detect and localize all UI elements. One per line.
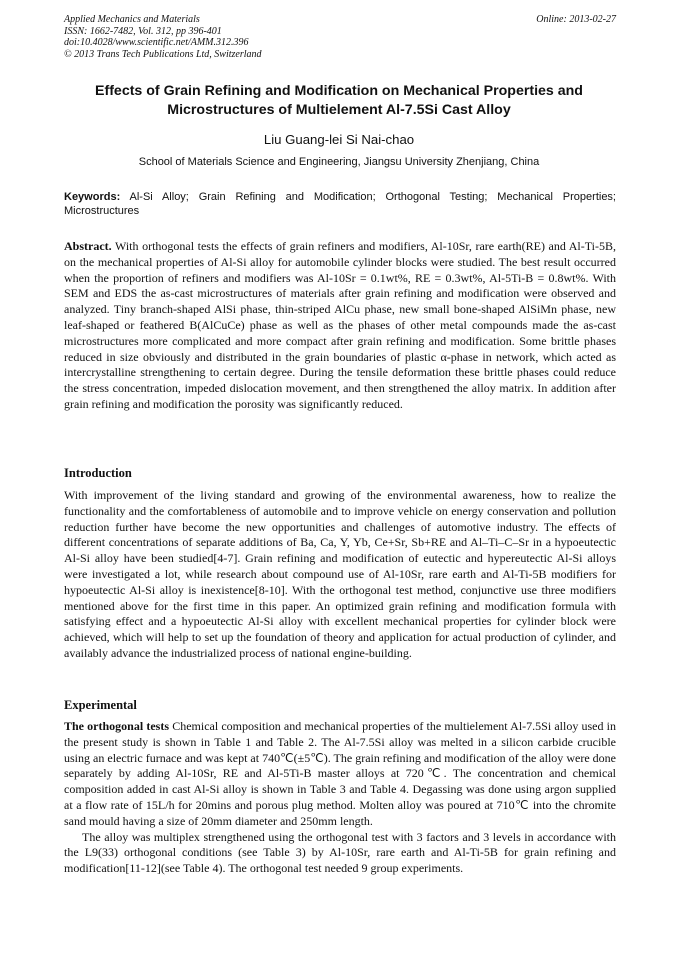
author-affiliation: School of Materials Science and Engineering, Jiangsu University Zhenjiang, China [138, 156, 540, 168]
keywords-label: Keywords: [64, 191, 121, 203]
experimental-heading: Experimental [64, 698, 137, 712]
journal-name: Applied Mechanics and Materials [64, 14, 200, 25]
introduction-heading: Introduction [64, 466, 132, 480]
copyright-line: © 2013 Trans Tech Publications Ltd, Switzerland [64, 48, 262, 60]
experimental-paragraph-2: The alloy was multiplex strengthened using the orthogonal test with 3 factors and 3 levels in accordance with the L9(33) orthogonal conditions (see Table 3) by Al-10Sr, rare earth and Al-Ti-5B for grain refining and modification[11-12](see Table 4). The orthogonal test needed 9 group experiments. [64, 829, 616, 876]
abstract-label: Abstract. [64, 239, 112, 253]
paper-authors: Liu Guang-lei Si Nai-chao [263, 132, 415, 147]
experimental-para1-text: Chemical composition and mechanical properties of the multielement Al-7.5Si alloy used in the present study is shown in Table 1 and Table 2. The Al-7.5Si alloy was melted in a silicon carbide crucible using an electric furnace and was kept at 740℃(±5℃). The grain refining and modification of the alloy were done separately by adding Al-10Sr, RE and Al-5Ti-B master alloys at 720℃. The concentration and chemical composition added in cast Al-Si alloy is shown in Table 3 and Table 4. Degassing was done using argon supplied at a flow rate of 15L/h for 20mins and porous plug method. Molten alloy was poured at 710℃ into the chromite sand mould having a size of 20mm diameter and 250mm length. [64, 719, 617, 828]
abstract-block [64, 239, 616, 413]
issn-line: ISSN: 1662-7482, Vol. 312, pp 396-401 [64, 25, 222, 37]
experimental-paragraph-1 [64, 719, 616, 830]
keywords-block [64, 190, 616, 218]
journal-header [64, 14, 616, 60]
doi-line: doi:10.4028/www.scientific.net/AMM.312.396 [64, 37, 249, 48]
abstract-text: With orthogonal tests the effects of grain refiners and modifiers, Al-10Sr, rare earth(RE) and Al-Ti-5B, on the mechanical properties of Al-Si alloy for automobile cylinder blocks were studied. The best result occurred when the proportion of refiners and modifiers was Al-10Sr = 0.1wt%, RE = 0.3wt%, Al-5Ti-B = 0.8wt%. With SEM and EDS the as-cast microstructures of materials after grain refining and modification were observed and analyzed. Tiny branch-shaped AlSi phase, thin-striped AlCu phase, new small bone-shaped AlSiMn phase, new leaf-shaped or feathered B(AlCuCe) phase as well as the phases of other metal compounds made the as-cast microstructures more complicated and more compact after grain refining and modification. Some brittle phases reduced in size obviously and distributed in the grain boundaries of plastic α-phase in network, which acted as intercrystalline strengthening to certain degree. During the tensile deformation these brittle phases could reduce the stress concentration, impeded dislocation movement, and then strengthened the alloy matrix. In addition after grain refining and modification the porosity was significantly reduced. [64, 239, 616, 411]
paper-title: Effects of Grain Refining and Modification on Mechanical Properties and Microstructures of Multielement Al-7.5Si Cast Alloy [95, 83, 583, 118]
orthogonal-tests-subheading: The orthogonal tests [64, 719, 170, 733]
online-date: Online: 2013-02-27 [536, 14, 616, 25]
experimental-section [64, 719, 616, 877]
introduction-text: With improvement of the living standard and growing of the environmental awareness, how to realize the functionality and the comfortableness of automobile and to improve vehicle on energy conservation and pollution reduction further have become the new opportunities and challenges of automotive industry. The effects of different concentrations of separate additions of Ba, Ca, Y, Yb, Ce+Sr, Sb+RE and Al–Ti–C–Sr in a hypoeutectic Al-Si alloy have been studied[4-7]. Grain refining and modification of eutectic and hypereutectic Al-Si alloys were investigated a lot, while research about compound use of Al-10Sr, rare earth and Al-Ti-5B modifiers for hypoeutectic Al-Si alloy is inexistence[8-10]. With the orthogonal test method, conjunctive use three modifiers mentioned above for the first time in this paper. An optimized grain refining and modification formula with satisfying effect and a hypoeutectic Al-Si alloy with excellent mechanical properties for cylinder block were achieved, which will help to set up the foundation of theory and application for actual production of cylinder, and availably advance the industrialized process of national engine-building. [64, 488, 616, 660]
keywords-text: Al-Si Alloy; Grain Refining and Modification; Orthogonal Testing; Mechanical Properties; Microstructures [64, 191, 616, 217]
